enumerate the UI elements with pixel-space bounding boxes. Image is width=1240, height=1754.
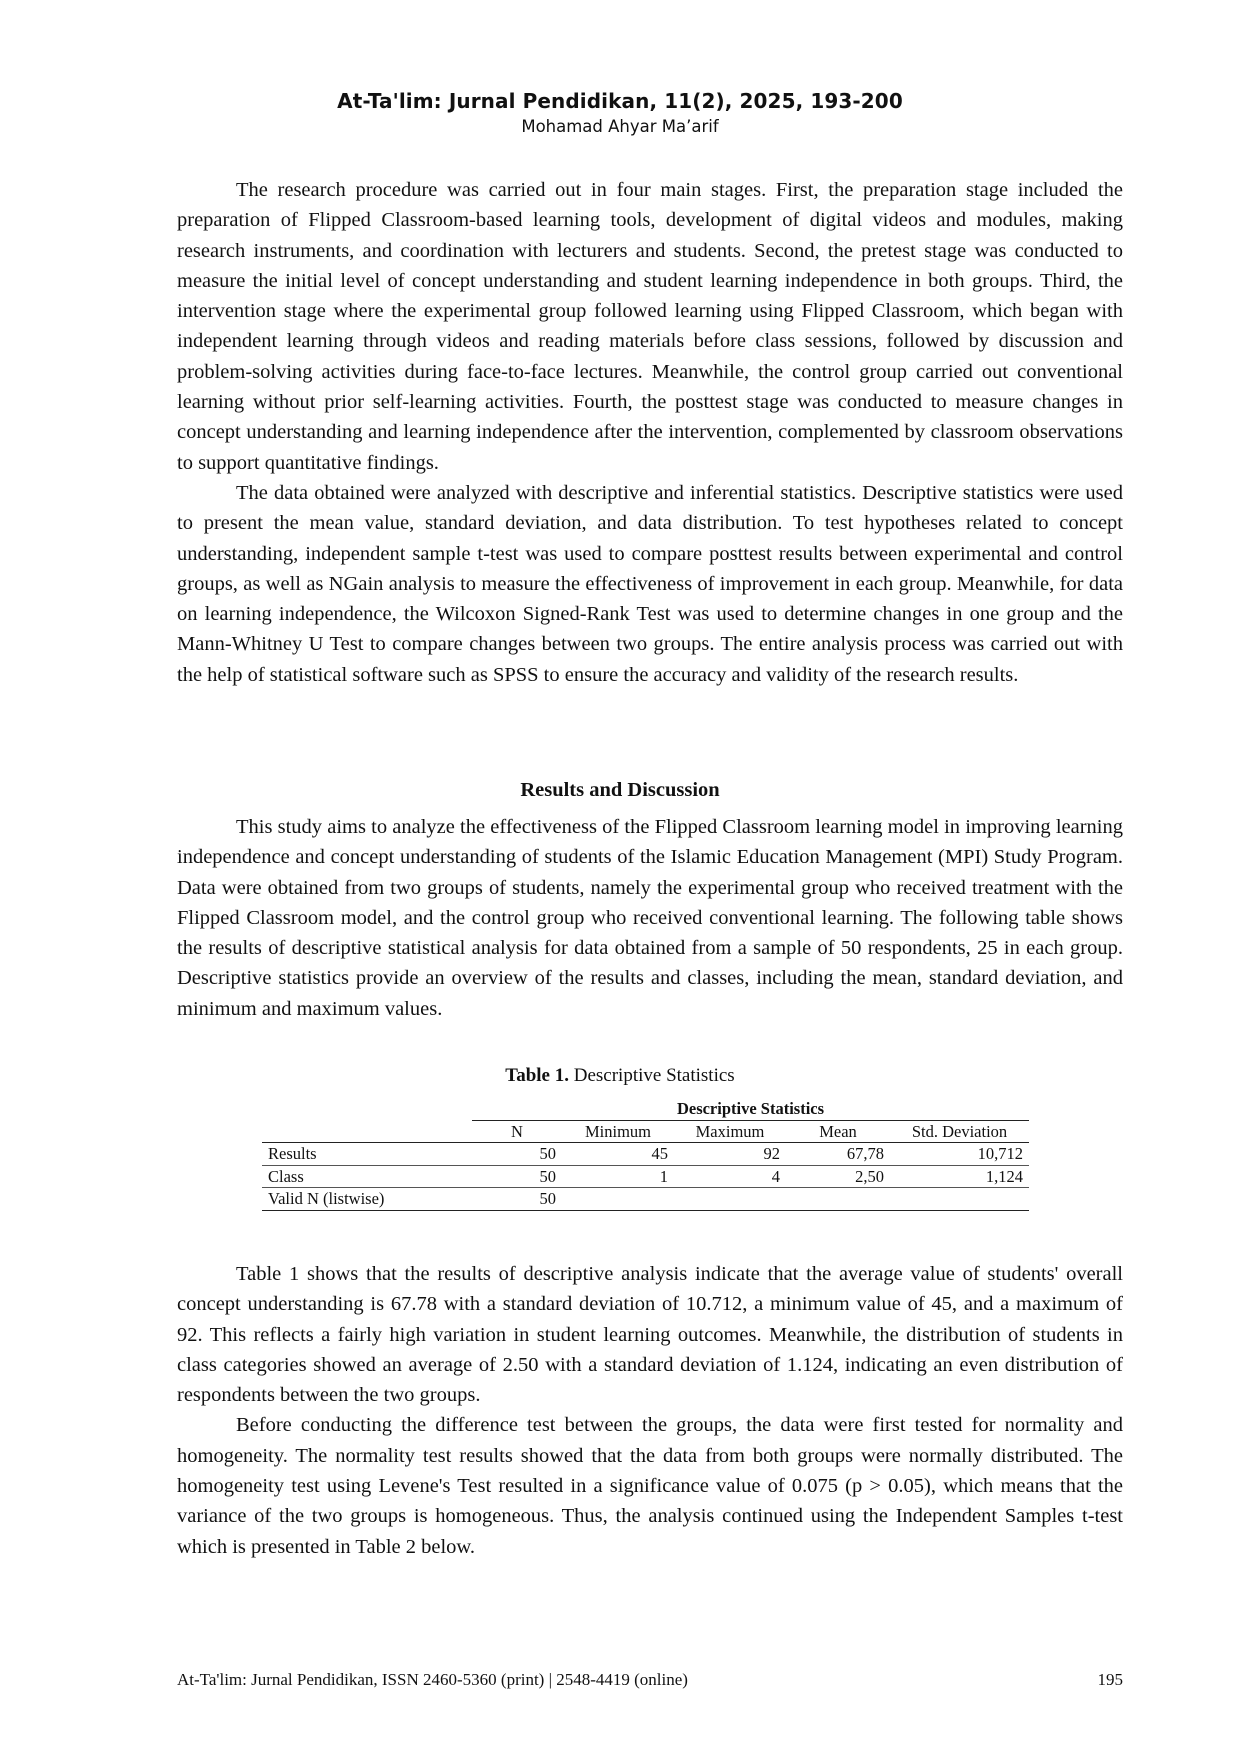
paragraph-data-analysis: The data obtained were analyzed with descriptive and inferential statistics. Descriptive statistics were used to present the mean value, standard deviation, and data distribution. To test hypotheses related to concept understanding, independent sample t-test was used to compare posttest results between experimental and control groups, as well as NGain analysis to measure the effectiveness of improvement in each group. Meanwhile, for data on learning independence, the Wilcoxon Signed-Rank Test was used to determine changes in one group and the Mann-Whitney U Test to compare changes between two groups. The entire analysis process was carried out with the help of statistical software such as SPSS to ensure the accuracy and validity of the research results. [177, 481, 1123, 686]
row-label: Class [262, 1165, 472, 1188]
table-cell: 92 [674, 1143, 786, 1166]
page-number: 195 [1097, 1670, 1123, 1689]
table-cell [890, 1188, 1029, 1211]
column-header-minimum: Minimum [562, 1120, 674, 1143]
column-header-blank [262, 1120, 472, 1143]
author-name: Mohamad Ahyar Ma’arif [521, 117, 719, 136]
table-cell: 2,50 [786, 1165, 890, 1188]
table-caption-label: Table 1. [505, 1065, 569, 1086]
table-cell: 4 [674, 1165, 786, 1188]
table-cell: 1 [562, 1165, 674, 1188]
table-row [262, 1188, 1029, 1211]
running-header [0, 88, 1240, 139]
table-row [262, 1143, 1029, 1166]
row-label: Results [262, 1143, 472, 1166]
table-caption-text: Descriptive Statistics [573, 1065, 735, 1086]
table-title: Descriptive Statistics [472, 1098, 1029, 1120]
results-discussion-block [177, 1259, 1123, 1562]
methods-text-block [177, 175, 1123, 690]
paragraph-research-procedure: The research procedure was carried out in four main stages. First, the preparation stage included the preparation of Flipped Classroom-based learning tools, development of digital videos and modules, making research instruments, and coordination with lecturers and students. Second, the pretest stage was conducted to measure the initial level of concept understanding and student learning independence in both groups. Third, the intervention stage where the experimental group followed learning using Flipped Classroom, which began with independent learning through videos and reading materials before class sessions, followed by discussion and problem-solving activities during face-to-face lectures. Meanwhile, the control group carried out conventional learning without prior self-learning activities. Fourth, the posttest stage was conducted to measure changes in concept understanding and learning independence after the intervention, complemented by classroom observations to support quantitative findings. [177, 179, 1123, 474]
table-cell [674, 1188, 786, 1211]
footer-journal-issn: At-Ta'lim: Jurnal Pendidikan, ISSN 2460-5360 (print) | 2548-4419 (online) [177, 1670, 688, 1689]
results-intro-block [177, 812, 1123, 1024]
table-cell: 50 [472, 1165, 562, 1188]
table-cell [786, 1188, 890, 1211]
column-header-maximum: Maximum [674, 1120, 786, 1143]
column-header-std-deviation: Std. Deviation [890, 1120, 1029, 1143]
paragraph-table1-interpretation: Table 1 shows that the results of descriptive analysis indicate that the average value of students' overall concept understanding is 67.78 with a standard deviation of 10.712, a minimum value of 45, and a maximum of 92. This reflects a fairly high variation in student learning outcomes. Meanwhile, the distribution of students in class categories showed an average of 2.50 with a standard deviation of 1.124, indicating an even distribution of respondents between the two groups. [177, 1263, 1123, 1407]
row-label: Valid N (listwise) [262, 1188, 472, 1211]
paragraph-normality-homogeneity: Before conducting the difference test between the groups, the data were first tested for normality and homogeneity. The normality test results showed that the data from both groups were normally distributed. The homogeneity test using Levene's Test resulted in a significance value of 0.075 (p > 0.05), which means that the variance of the two groups is homogeneous. Thus, the analysis continued using the Independent Samples t-test which is presented in Table 2 below. [177, 1414, 1123, 1558]
table-cell: 10,712 [890, 1143, 1029, 1166]
table-cell: 1,124 [890, 1165, 1029, 1188]
column-header-mean: Mean [786, 1120, 890, 1143]
paragraph-results-intro: This study aims to analyze the effectiveness of the Flipped Classroom learning model in improving learning independence and concept understanding of students of the Islamic Education Management (MPI) Study Program. Data were obtained from two groups of students, namely the experimental group who received treatment with the Flipped Classroom model, and the control group who received conventional learning. The following table shows the results of descriptive statistical analysis for data obtained from a sample of 50 respondents, 25 in each group. Descriptive statistics provide an overview of the results and classes, including the mean, standard deviation, and minimum and maximum values. [177, 816, 1123, 1020]
table-cell [562, 1188, 674, 1211]
table-cell: 50 [472, 1188, 562, 1211]
table-cell: 67,78 [786, 1143, 890, 1166]
descriptive-statistics-table [262, 1098, 1029, 1211]
table-row [262, 1165, 1029, 1188]
table-cell: 50 [472, 1143, 562, 1166]
journal-title: At-Ta'lim: Jurnal Pendidikan, 11(2), 2025, 193-200 [337, 89, 903, 113]
section-heading: Results and Discussion [520, 779, 720, 801]
table-cell: 45 [562, 1143, 674, 1166]
table-caption [0, 1063, 1240, 1089]
column-header-n: N [472, 1120, 562, 1143]
